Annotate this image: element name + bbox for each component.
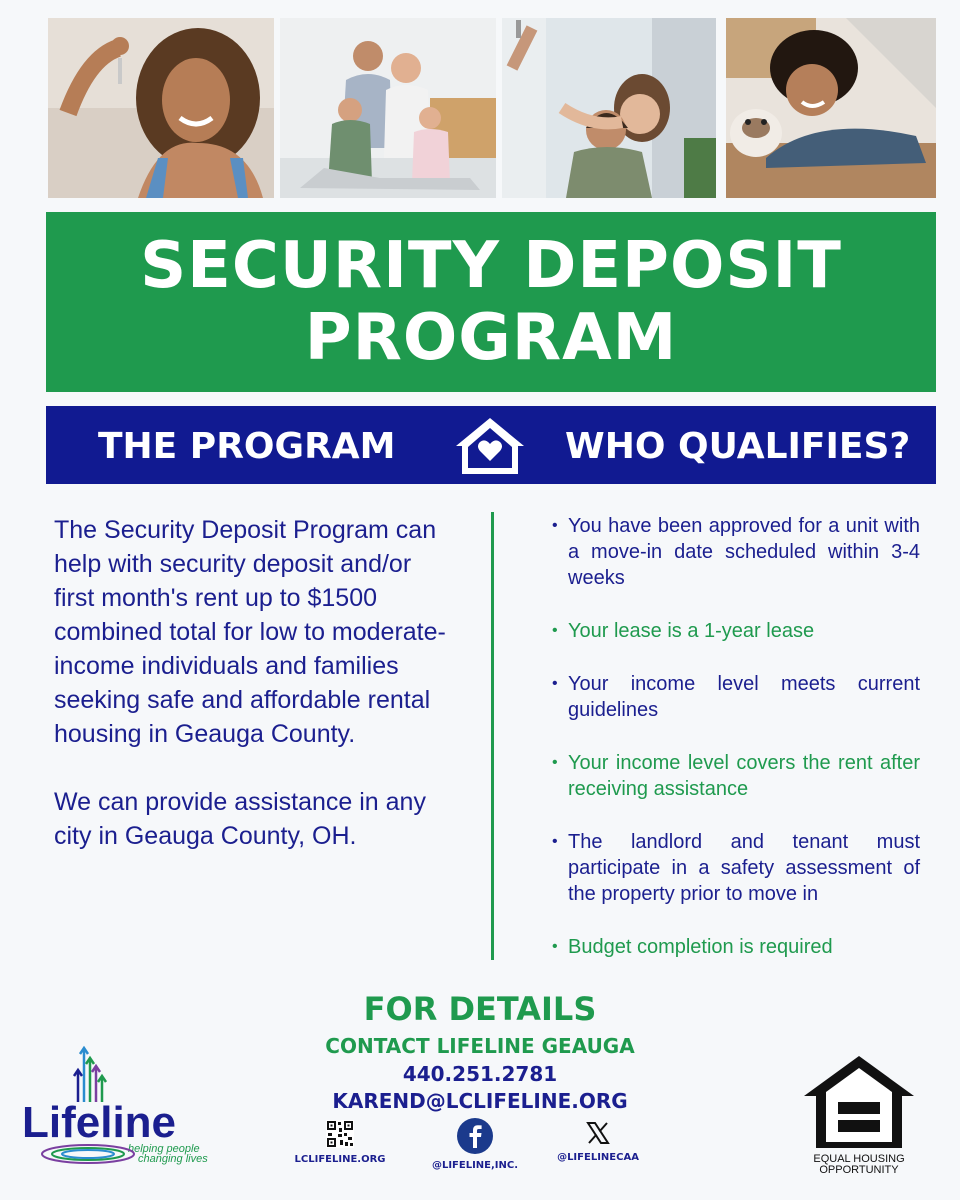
photo-woman-with-keys xyxy=(48,18,274,198)
title-banner xyxy=(46,212,936,392)
lifeline-logo xyxy=(22,1042,222,1170)
list-item: • You have been approved for a unit with a move-in date scheduled within 3-4 weeks xyxy=(552,513,920,591)
website-link[interactable] xyxy=(290,1120,390,1165)
x-icon xyxy=(585,1120,611,1146)
title-line-1: SECURITY DEPOSIT xyxy=(140,229,842,303)
facebook-label: @LIFELINE,INC. xyxy=(431,1160,519,1171)
list-item: • Your income level meets current guidelines xyxy=(552,671,920,723)
photo-family xyxy=(280,18,496,198)
list-item: • Your income level covers the rent after receiving assistance xyxy=(552,750,920,802)
program-paragraph-1: The Security Deposit Program can help with security deposit and/or first month's rent up to $1500 combined total for low to moderate-income individuals and families seeking safe and affordable rental housing in Geauga County. xyxy=(54,516,446,748)
photo-man-with-dog xyxy=(726,18,936,198)
program-description xyxy=(54,513,454,853)
program-paragraph-2: We can provide assistance in any city in Geauga County, OH. xyxy=(54,788,426,850)
x-label: @LIFELINECAA xyxy=(557,1152,639,1163)
qr-code-icon xyxy=(326,1120,354,1148)
the-program-heading: THE PROGRAM xyxy=(98,426,396,467)
title-line-2: PROGRAM xyxy=(304,301,678,375)
photo-couple-piggyback xyxy=(502,18,716,198)
eho-line-2: OPPORTUNITY xyxy=(819,1164,899,1176)
eho-line-1: EQUAL HOUSING xyxy=(813,1153,905,1165)
logo-tagline-1: helping people xyxy=(128,1143,200,1155)
logo-tagline-2: changing lives xyxy=(138,1153,208,1165)
for-details-heading: FOR DETAILS xyxy=(363,990,597,1028)
list-item: • Your lease is a 1-year lease xyxy=(552,618,920,644)
qualifications-list xyxy=(552,513,920,987)
home-heart-icon xyxy=(454,414,526,478)
column-divider xyxy=(491,512,494,960)
section-header-band xyxy=(46,406,936,484)
facebook-link[interactable] xyxy=(415,1118,535,1171)
contact-name: CONTACT LIFELINE GEAUGA xyxy=(325,1034,635,1058)
list-item: • Budget completion is required xyxy=(552,934,920,960)
website-label: LCLIFELINE.ORG xyxy=(294,1154,386,1165)
email-address[interactable]: KAREND@LCLIFELINE.ORG xyxy=(332,1089,628,1113)
logo-wordmark: Lifeline xyxy=(22,1098,177,1147)
list-item: • The landlord and tenant must participate in a safety assessment of the property prior to move in xyxy=(552,829,920,907)
who-qualifies-heading: WHO QUALIFIES? xyxy=(565,426,911,467)
phone-number[interactable]: 440.251.2781 xyxy=(402,1062,558,1086)
x-link[interactable] xyxy=(548,1120,648,1163)
photo-strip xyxy=(48,18,936,198)
equal-housing-logo xyxy=(802,1052,916,1176)
facebook-icon xyxy=(457,1118,493,1154)
